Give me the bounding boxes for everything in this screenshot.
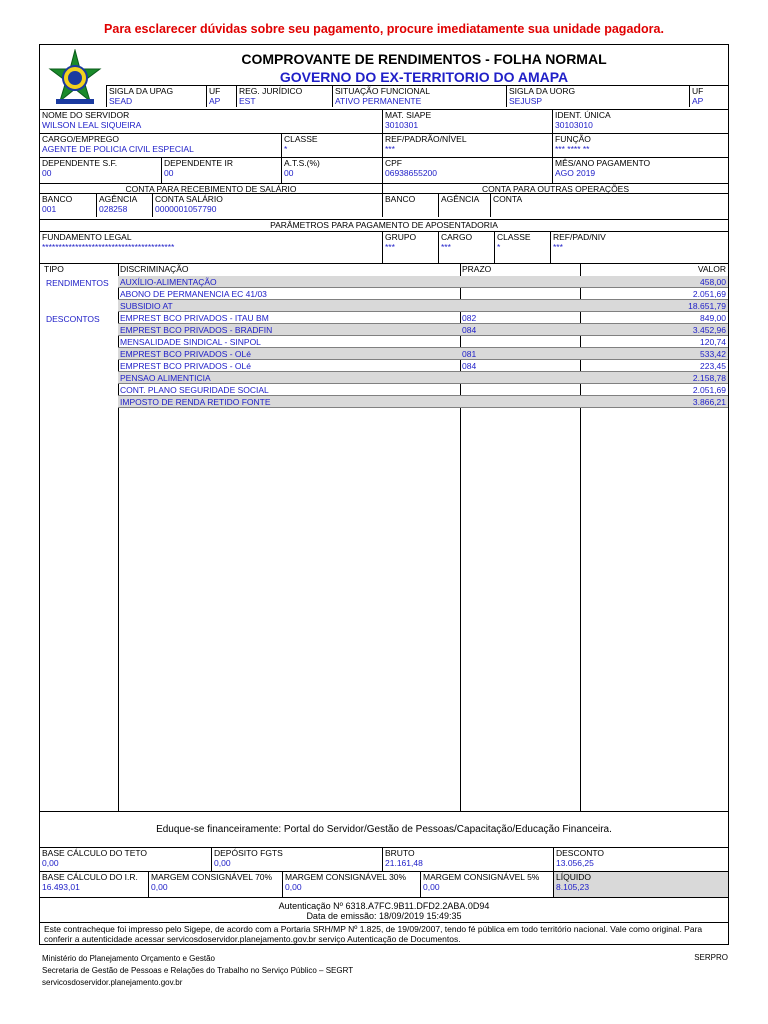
row-valor: 3.866,21 [692,397,726,407]
label: DEPÓSITO FGTS [214,848,283,858]
row-discriminacao: EMPREST BCO PRIVADOS - OLé [120,349,251,359]
label: BASE CÁLCULO DO TETO [42,848,148,858]
row-valor: 120,74 [700,337,726,347]
label: CONTA [493,194,523,204]
table-row [118,384,728,396]
field-margem-5 [420,871,553,897]
value: 00 [284,168,294,178]
value: 0,00 [214,858,231,868]
value: 0,00 [423,882,440,892]
table-row [118,300,728,312]
label: SIGLA DA UPAG [109,86,174,96]
row-valor: 18.651,79 [688,301,726,311]
table-row [118,312,728,324]
education-message: Eduque-se financeiramente: Portal do Servidor/Gestão de Pessoas/Capacitação/Educação Financeira. [40,811,728,847]
value: 0000001057790 [155,204,217,214]
row-discriminacao: PENSAO ALIMENTICIA [120,373,211,383]
field-classe [281,133,382,157]
row-discriminacao: EMPREST BCO PRIVADOS - OLé [120,361,251,371]
field-dep-ir [161,157,281,183]
value: **************************************** [42,242,175,252]
label: NOME DO SERVIDOR [42,110,130,120]
payment-warning: Para esclarecer dúvidas sobre seu pagamento, procure imediatamente sua unidade pagadora. [104,22,664,36]
header-discriminacao: DISCRIMINAÇÃO [120,264,189,274]
value: 00 [164,168,174,178]
value: SEAD [109,96,133,106]
footer-secretariat: Secretaria de Gestão de Pessoas e Relações do Trabalho no Serviço Público – SEGRT [42,966,354,975]
label: BANCO [385,194,416,204]
field-mat-siape [382,109,552,133]
field-fundamento [40,231,382,263]
label: AGÊNCIA [99,194,138,204]
value: *** [553,242,563,252]
document-title: COMPROVANTE DE RENDIMENTOS - FOLHA NORMAL [241,51,607,67]
conta-salario-title: CONTA PARA RECEBIMENTO DE SALÁRIO [40,183,382,194]
type-descontos: DESCONTOS [46,314,100,324]
label: FUNÇÃO [555,134,591,144]
value: AP [209,96,221,106]
payment-table [40,263,728,811]
table-row [118,324,728,336]
row-discriminacao: ABONO DE PERMANENCIA EC 41/03 [120,289,267,299]
label: GRUPO [385,232,417,242]
label: MARGEM CONSIGNÁVEL 30% [285,872,407,882]
conta-outras-title: CONTA PARA OUTRAS OPERAÇÕES [382,183,728,194]
label: CLASSE [284,134,318,144]
field-margem-70 [148,871,282,897]
value: 0,00 [42,858,59,868]
table-row [118,276,728,288]
label: REF/PADRÃO/NÍVEL [385,134,467,144]
table-row [118,396,728,408]
value: AP [692,96,704,106]
field-outras-conta [490,193,728,217]
label: CLASSE [497,232,531,242]
row-valor: 3.452,96 [692,325,726,335]
value: 16.493,01 [42,882,80,892]
value: 21.161,48 [385,858,423,868]
row-discriminacao: IMPOSTO DE RENDA RETIDO FONTE [120,397,271,407]
field-base-teto [40,847,211,871]
row-valor: 458,00 [700,277,726,287]
field-base-ir [40,871,148,897]
table-row [118,288,728,300]
value: * [284,144,288,154]
field-banco [40,193,96,217]
value: 00 [42,168,52,178]
label: BASE CÁLCULO DO I.R. [42,872,138,882]
row-valor: 2.051,69 [692,289,726,299]
field-ref-padrao [382,133,552,157]
field-grupo [382,231,438,263]
type-rendimentos: RENDIMENTOS [46,278,109,288]
field-desconto [553,847,728,871]
label: MARGEM CONSIGNÁVEL 5% [423,872,540,882]
field-sigla-uorg [506,85,689,107]
label: A.T.S.(%) [284,158,320,168]
footer [42,953,353,989]
label: MAT. SIAPE [385,110,432,120]
row-valor: 533,42 [700,349,726,359]
value: * [497,242,501,252]
footer-ministry: Ministério do Planejamento Orçamento e Gestão [42,954,215,963]
row-prazo: 081 [462,349,477,359]
authentication-code: Autenticação Nº 6318.A7FC.9B11.DFD2.2ABA.0D94 [40,897,728,911]
value: *** [385,144,395,154]
field-fgts [211,847,382,871]
field-situacao [332,85,506,107]
row-discriminacao: CONT. PLANO SEGURIDADE SOCIAL [120,385,269,395]
value: SEJUSP [509,96,543,106]
row-valor: 223,45 [700,361,726,371]
value: *** [385,242,395,252]
value: 13.056,25 [556,858,594,868]
header-valor: VALOR [697,264,726,274]
field-outras-agencia [438,193,490,217]
label: DESCONTO [556,848,605,858]
field-conta-salario [152,193,382,217]
label: CARGO/EMPREGO [42,134,119,144]
aposentadoria-title: PARÂMETROS PARA PAGAMENTO DE APOSENTADORIA [40,219,728,230]
label: CPF [385,158,402,168]
row-valor: 849,00 [700,313,726,323]
label: SITUAÇÃO FUNCIONAL [335,86,430,96]
field-mes-ano [552,157,728,183]
document-subtitle: GOVERNO DO EX-TERRITORIO DO AMAPA [279,69,569,85]
value: *** **** ** [555,144,590,154]
value: WILSON LEAL SIQUEIRA [42,120,142,130]
table-row [118,348,728,360]
header-prazo: PRAZO [462,264,492,274]
table-row [118,336,728,348]
field-ats [281,157,382,183]
field-ap-ref [550,231,728,263]
label: BANCO [42,194,73,204]
field-liquido [553,871,728,897]
label: MÊS/ANO PAGAMENTO [555,158,651,168]
label: MARGEM CONSIGNÁVEL 70% [151,872,273,882]
row-prazo: 084 [462,325,477,335]
label: IDENT. ÚNICA [555,110,611,120]
value: AGO 2019 [555,168,596,178]
field-bruto [382,847,553,871]
field-uf [206,85,236,107]
label: AGÊNCIA [441,194,480,204]
value: 3010301 [385,120,419,130]
row-discriminacao: AUXÍLIO-ALIMENTAÇÃO [120,277,217,287]
value: 028258 [99,204,128,214]
value: 001 [42,204,57,214]
value: 06938655200 [385,168,438,178]
value: 0,00 [285,882,302,892]
value: 8.105,23 [556,882,590,892]
field-dep-sf [40,157,161,183]
label: UF [692,86,704,96]
label: CARGO [441,232,473,242]
value: EST [239,96,256,106]
field-sigla-upag [106,85,206,107]
legal-note: Este contracheque foi impresso pelo Sigepe, de acordo com a Portaria SRH/MP Nº 1.825, de 19/09/2007, tendo fé pública em todo território nacional. Vale como original. Para conferir a autenticidade acessar servicosdoservidor.planejamento.gov.br serviço Autenticação de Documentos. [40,922,728,944]
field-outras-banco [382,193,438,217]
row-prazo: 084 [462,361,477,371]
label: REG. JURÍDICO [239,86,303,96]
label: REF/PAD/NIV [553,232,606,242]
label: CONTA SALÁRIO [155,194,223,204]
field-cargo [40,133,281,157]
label: FUNDAMENTO LEGAL [42,232,132,242]
field-agencia [96,193,152,217]
row-discriminacao: EMPREST BCO PRIVADOS - BRADFIN [120,325,273,335]
row-discriminacao: MENSALIDADE SINDICAL - SINPOL [120,337,261,347]
field-ap-classe [494,231,550,263]
row-discriminacao: SUBSIDIO AT [120,301,173,311]
value: *** [441,242,451,252]
value: AGENTE DE POLICIA CIVIL ESPECIAL [42,144,194,154]
footer-serpro: SERPRO [694,953,728,962]
field-ident-unica [552,109,728,133]
footer-site[interactable]: servicosdoservidor.planejamento.gov.br [42,978,183,987]
field-ap-cargo [438,231,494,263]
label: DEPENDENTE IR [164,158,233,168]
value: 0,00 [151,882,168,892]
field-uf-uorg [689,85,728,107]
payslip [39,44,729,945]
value: ATIVO PERMANENTE [335,96,422,106]
field-funcao [552,133,728,157]
field-nome [40,109,382,133]
value: 30103010 [555,120,593,130]
row-discriminacao: EMPREST BCO PRIVADOS - ITAU BM [120,313,269,323]
row-prazo: 082 [462,313,477,323]
field-cpf [382,157,552,183]
table-row [118,372,728,384]
table-row [118,360,728,372]
label: UF [209,86,221,96]
label: DEPENDENTE S.F. [42,158,118,168]
row-valor: 2.158,78 [692,373,726,383]
emission-date: Data de emissão: 18/09/2019 15:49:35 [306,911,462,921]
label: LÍQUIDO [556,872,591,882]
header-tipo: TIPO [44,264,64,274]
field-margem-30 [282,871,420,897]
row-valor: 2.051,69 [692,385,726,395]
label: SIGLA DA UORG [509,86,576,96]
field-reg-juridico [236,85,332,107]
label: BRUTO [385,848,415,858]
